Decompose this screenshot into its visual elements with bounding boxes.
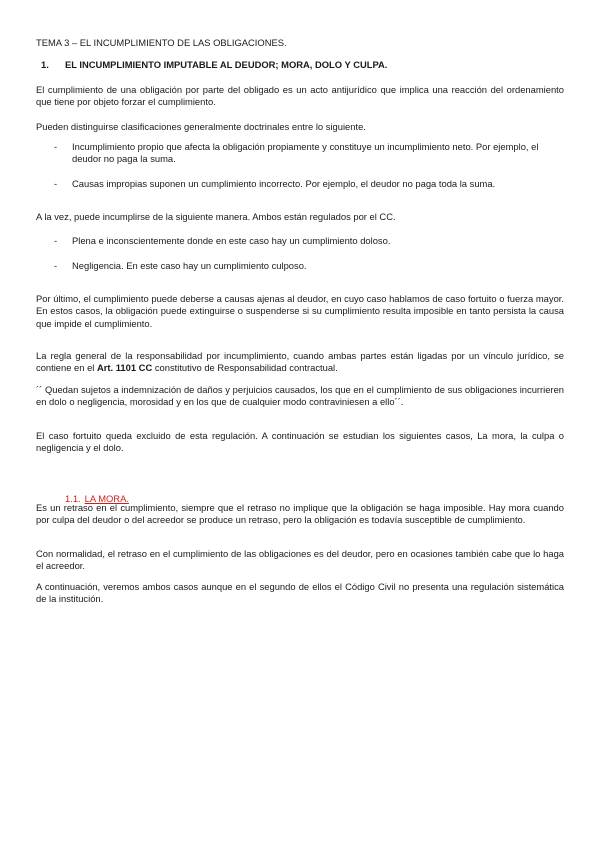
list-item-text: Incumplimiento propio que afecta la obligación propiamente y constituye un incumplimiento neto. Por ejemplo, el deudor no paga la suma. <box>72 141 539 165</box>
paragraph-fortuitous-case: El caso fortuito queda excluido de esta regulación. A continuación se estudian los siguientes casos, La mora, la culpa o negligencia y el dolo. <box>36 430 564 454</box>
paragraph-delay-debtor: Con normalidad, el retraso en el cumplimiento de las obligaciones es del deudor, pero en ocasiones también cabe que lo haga el acreedor. <box>36 548 564 572</box>
paragraph-types: A la vez, puede incumplirse de la siguiente manera. Ambos están regulados por el CC. <box>36 211 396 222</box>
paragraph-mora-definition: Es un retraso en el cumplimiento, siempre que el retraso no implique que la obligación se haga imposible. Hay mora cuando por culpa del deudor o del acreedor se produce un retraso, pero la obligación es todavía susceptible de cumplimiento. <box>36 502 564 526</box>
list-item-text: Plena e inconscientemente donde en este caso hay un cumplimiento doloso. <box>72 235 391 246</box>
list-item <box>54 260 564 272</box>
list-item <box>54 141 564 166</box>
list-bullet: - <box>54 141 58 152</box>
paragraph-force-majeure: Por último, el cumplimiento puede deberse a causas ajenas al deudor, en cuyo caso hablamos de caso fortuito o fuerza mayor. En estos casos, la obligación puede extinguirse o suspenderse si su cumplimiento resulta imposible en tanto persista la causa que impide el cumplimiento. <box>36 293 564 329</box>
list-item <box>54 178 564 190</box>
list-bullet: - <box>54 178 58 189</box>
section-heading-text: EL INCUMPLIMIENTO IMPUTABLE AL DEUDOR; MORA, DOLO Y CULPA. <box>65 59 388 70</box>
section-number: 1. <box>41 59 49 70</box>
list-item <box>54 235 564 247</box>
list-item-text: Negligencia. En este caso hay un cumplimiento culposo. <box>72 260 307 271</box>
subsection-number: 1.1. <box>65 493 81 505</box>
article-reference: Art. 1101 CC <box>96 362 153 374</box>
list-bullet: - <box>54 260 58 271</box>
subsection-link-la-mora[interactable]: LA MORA. <box>84 493 129 505</box>
paragraph-classifications: Pueden distinguirse clasificaciones generalmente doctrinales entre lo siguiente. <box>36 121 366 132</box>
list-bullet: - <box>54 235 58 246</box>
paragraph-next: A continuación, veremos ambos casos aunque en el segundo de ellos el Código Civil no presenta una regulación sistemática de la institución. <box>36 581 564 605</box>
legal-quote: ´´ Quedan sujetos a indemnización de daños y perjuicios causados, los que en el cumplimiento de sus obligaciones incurrieren en dolo o negligencia, morosidad y en los que de cualquier modo contraviniesen a ello´´. <box>36 384 564 408</box>
general-rule-text-end: constitutivo de Responsabilidad contractual. <box>152 362 338 374</box>
section-heading <box>41 59 569 71</box>
document-title: TEMA 3 – EL INCUMPLIMIENTO DE LAS OBLIGACIONES. <box>36 37 287 48</box>
general-rule-text: La regla general de la responsabilidad por incumplimiento, cuando ambas partes están ligadas por un vínculo jurídico, se contiene en el <box>36 350 564 374</box>
list-item-text: Causas impropias suponen un cumplimiento incorrecto. Por ejemplo, el deudor no paga toda la suma. <box>72 178 496 189</box>
paragraph-intro: El cumplimiento de una obligación por parte del obligado es un acto antijurídico que implica una reacción del ordenamiento que tiene por objeto forzar el cumplimiento. <box>36 84 564 108</box>
paragraph-general-rule <box>36 350 564 375</box>
